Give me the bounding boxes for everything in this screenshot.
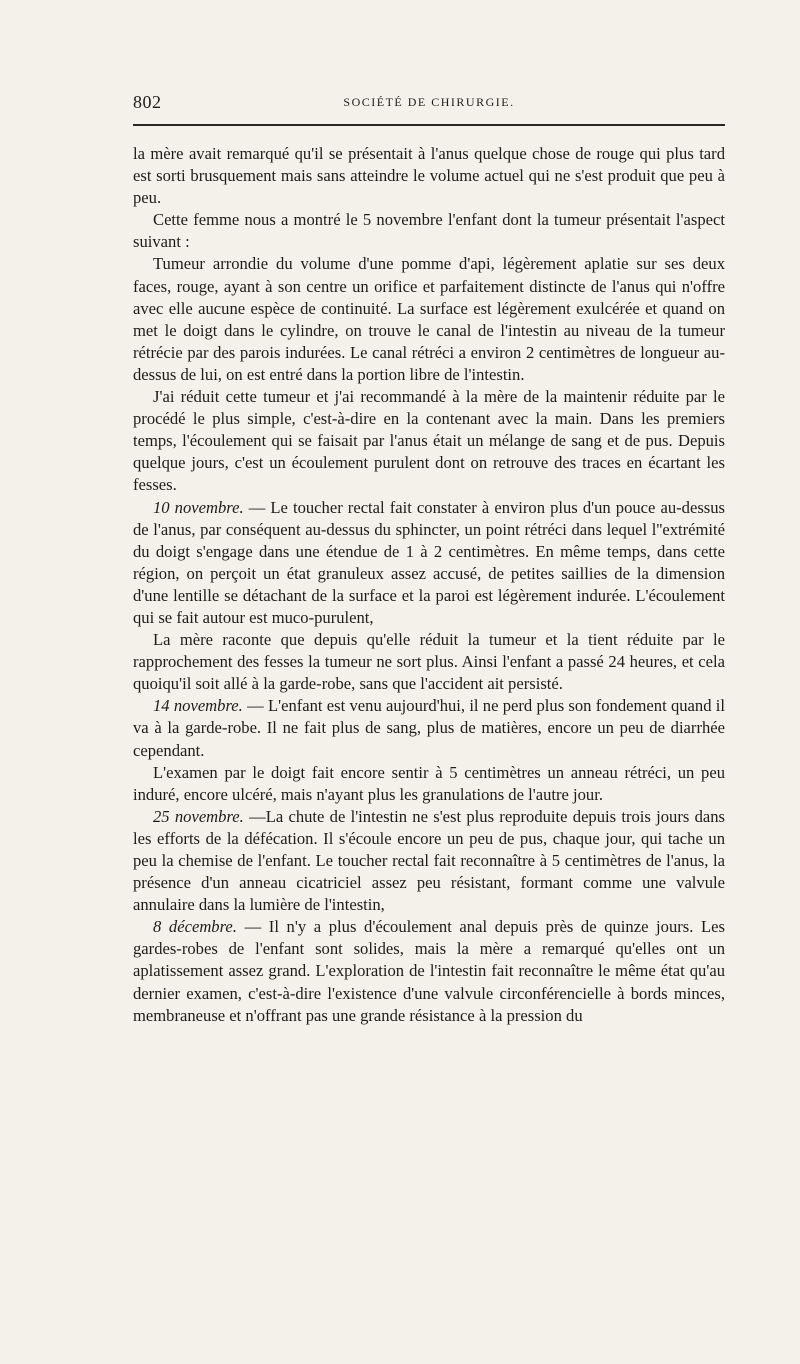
paragraph [133,695,725,761]
paragraph [133,209,725,253]
paragraph-text: Tumeur arrondie du volume d'une pomme d'api, légèrement aplatie sur ses deux faces, rouge, ayant à son centre un orifice et parfaitement distincte de l'anus qui n'offre avec elle aucune espèce de continuité. La surface est légèrement exulcérée et quand on met le doigt dans le cylindre, on trouve le canal de l'intestin au niveau de la tumeur rétrécie par des parois indurées. Le canal rétréci a environ 2 centimètres de longueur au-dessus de lui, on est entré dans la portion libre de l'intestin. [133,254,725,384]
paragraph-text: J'ai réduit cette tumeur et j'ai recommandé à la mère de la maintenir réduite par le procédé le plus simple, c'est-à-dire en la contenant avec la main. Dans les premiers temps, l'écoulement qui se faisait par l'anus était un mélange de sang et de pus. Depuis quelque jours, c'est un écoulement purulent dont on retrouve des traces en écartant les fesses. [133,387,725,495]
paragraph-text: Cette femme nous a montré le 5 novembre l'enfant dont la tumeur présentait l'aspect suivant : [133,210,725,252]
entry-date: 10 novembre. [153,497,244,517]
running-title: SOCIÉTÉ DE CHIRURGIE. [343,95,515,109]
paragraph [133,143,725,209]
paragraph-text: — L'enfant est venu aujourd'hui, il ne perd plus son fondement quand il va à la garde-robe. Il ne fait plus de sang, plus de matières, encore un peu de diarrhée cependant. [133,696,725,760]
entry-date: 8 décembre. [153,917,237,937]
paragraph-text: — Il n'y a plus d'écoulement anal depuis près de quinze jours. Les gardes-robes de l'enfant sont solides, mais la mère a remarqué qu'elles ont un aplatissement assez grand. L'exploration de l'intestin fait reconnaître le même état qu'au dernier examen, c'est-à-dire l'existence d'une valvule circonférencielle à bords minces, membraneuse et n'offrant pas une grande résistance à la pression du [133,917,725,1025]
paragraph [133,806,725,916]
header-rule [133,124,725,126]
page-header [133,92,725,114]
paragraph [133,629,725,695]
paragraph-text: La mère raconte que depuis qu'elle réduit la tumeur et la tient réduite par le rapprochement des fesses la tumeur ne sort plus. Ainsi l'enfant a passé 24 heures, et cela quoiqu'il soit allé à la garde-robe, sans que l'accident ait persisté. [133,630,725,694]
entry-date: 25 novembre. [153,806,244,826]
paragraph-text: la mère avait remarqué qu'il se présentait à l'anus quelque chose de rouge qui plus tard est sorti brusquement mais sans atteindre le volume actuel qui ne s'est produit que peu à peu. [133,144,725,208]
entry-date: 14 novembre. [153,696,243,716]
paragraph [133,916,725,1026]
paragraph-text: —La chute de l'intestin ne s'est plus reproduite depuis trois jours dans les efforts de la défécation. Il s'écoule encore un peu de pus, chaque jour, qui tache un peu la chemise de l'enfant. Le toucher rectal fait reconnaître à 5 centimètres de l'anus, la présence d'un anneau cicatriciel assez peu résistant, formant comme une valvule annulaire dans la lumière de l'intestin, [133,806,725,915]
paragraph [133,386,725,496]
paragraph-text: L'examen par le doigt fait encore sentir à 5 centimètres un anneau rétréci, un peu induré, encore ulcéré, mais n'ayant plus les granulations de l'autre jour. [133,762,725,804]
page-number: 802 [133,92,162,112]
paragraph [133,497,725,630]
paragraph-text: — Le toucher rectal fait constater à environ plus d'un pouce au-dessus de l'anus, par conséquent au-dessus du sphincter, un point rétréci dans lequel l''extrémité du doigt s'engage dans une étendue de 1 à 2 centimètres. En même temps, dans cette région, on perçoit un état granuleux assez accusé, de petites saillies de la dimension d'une lentille se détachant de la surface et la paroi est légèrement indurée. L'écoulement qui se fait autour est muco-purulent, [133,497,726,627]
body-text [133,143,725,1027]
paragraph [133,253,725,386]
paragraph [133,762,725,806]
